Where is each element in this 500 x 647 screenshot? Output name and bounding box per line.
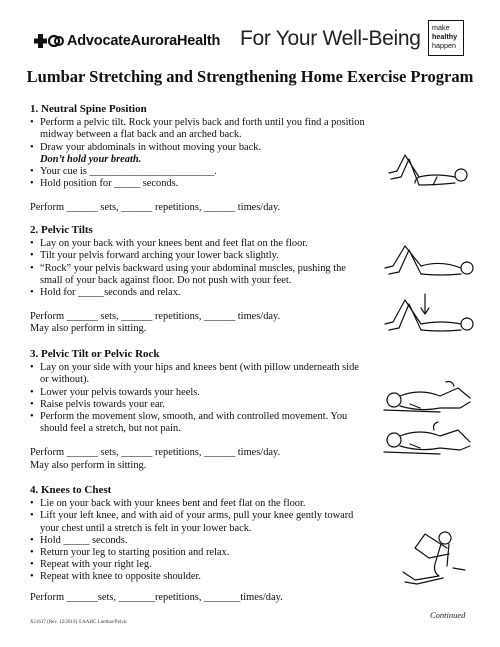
brand-cross-icon xyxy=(34,34,64,48)
perform-line: Perform ______ sets, ______ repetitions, ______ times/day. xyxy=(30,202,281,214)
breath-note: Don’t hold your breath. xyxy=(40,153,142,165)
badge-line-3: happen xyxy=(432,41,456,50)
list-item: • Lay on your back with your knees bent and feet flat on the floor. xyxy=(30,238,370,250)
side-lying-figure-1 xyxy=(380,378,475,416)
list-item: • Perform a pelvic tilt. Rock your pelvis back and forth until you find a position midway between a flat back and an arched back. xyxy=(30,117,370,141)
list-item: • Repeat with your right leg. xyxy=(30,559,370,571)
continued-label: Continued xyxy=(430,610,466,620)
knees-to-chest-figure xyxy=(395,528,480,588)
list-item: • Tilt your pelvis forward arching your lower back slightly. xyxy=(30,250,370,262)
list-item: • Lower your pelvis towards your heels. xyxy=(30,387,370,399)
instruction-list xyxy=(30,362,370,435)
perform-line: Perform ______sets, _______repetitions, _______times/day. xyxy=(30,591,283,603)
section-heading: 3. Pelvic Tilt or Pelvic Rock xyxy=(30,348,160,360)
form-code: X11617 (Rev. 12/2019) ©AAHC Lumbar/Pelvic xyxy=(30,620,128,625)
perform-line: Perform ______ sets, ______ repetitions, ______ times/day. xyxy=(30,311,281,323)
neutral-spine-figure xyxy=(375,133,475,203)
section-heading: 1. Neutral Spine Position xyxy=(30,103,147,115)
list-item: • Hold _____ seconds. xyxy=(30,535,370,547)
brand-logo xyxy=(34,33,220,49)
pelvic-tilt-figure-1 xyxy=(375,238,480,284)
list-item: • Draw your abdominals in without moving your back. xyxy=(30,142,370,154)
list-item: • Your cue is ________________________. xyxy=(30,166,370,178)
list-item: • Lift your left knee, and with aid of your arms, pull your knee gently toward your chest until a stretch is felt in your lower back. xyxy=(30,510,370,534)
badge-line-2: healthy xyxy=(432,32,458,41)
list-item: • Return your leg to starting position and relax. xyxy=(30,547,370,559)
make-healthy-happen-badge xyxy=(428,20,464,56)
page-title: Lumbar Stretching and Strengthening Home Exercise Program xyxy=(26,67,474,86)
brand-name: AdvocateAuroraHealth xyxy=(67,33,221,49)
instruction-list xyxy=(30,238,370,299)
list-item: • “Rock” your pelvis backward using your abdominal muscles, pushing the small of your back against floor. Do not push with your feet. xyxy=(30,263,370,287)
list-item: • Hold position for _____ seconds. xyxy=(30,178,370,190)
list-item: • Lay on your side with your hips and knees bent (with pillow underneath side or without). xyxy=(30,362,370,386)
extra-note: May also perform in sitting. xyxy=(30,323,147,335)
list-item: • Hold for _____seconds and relax. xyxy=(30,287,370,299)
tagline: For Your Well-Being xyxy=(240,27,421,50)
section-heading: 4. Knees to Chest xyxy=(30,484,112,496)
instruction-list xyxy=(30,498,370,583)
instruction-list xyxy=(30,117,370,190)
section-heading: 2. Pelvic Tilts xyxy=(30,224,93,236)
extra-note: May also perform in sitting. xyxy=(30,459,147,471)
section-knees-to-chest xyxy=(30,484,370,604)
badge-line-1: make xyxy=(432,23,450,32)
list-item: • Raise pelvis towards your ear. xyxy=(30,399,370,411)
section-pelvic-tilts xyxy=(30,224,370,336)
section-pelvic-rock xyxy=(30,348,370,472)
page-header xyxy=(0,0,500,62)
list-item: • Repeat with knee to opposite shoulder. xyxy=(30,571,370,583)
section-neutral-spine xyxy=(30,103,370,215)
list-item: • Perform the movement slow, smooth, and with controlled movement. You should feel a stretch, but not pain. xyxy=(30,411,370,435)
pelvic-tilt-figure-2 xyxy=(375,290,480,340)
list-item: • Lie on your back with your knees bent and feet flat on the floor. xyxy=(30,498,370,510)
perform-line: Perform ______ sets, ______ repetitions, ______ times/day. xyxy=(30,447,281,459)
side-lying-figure-2 xyxy=(380,420,475,458)
